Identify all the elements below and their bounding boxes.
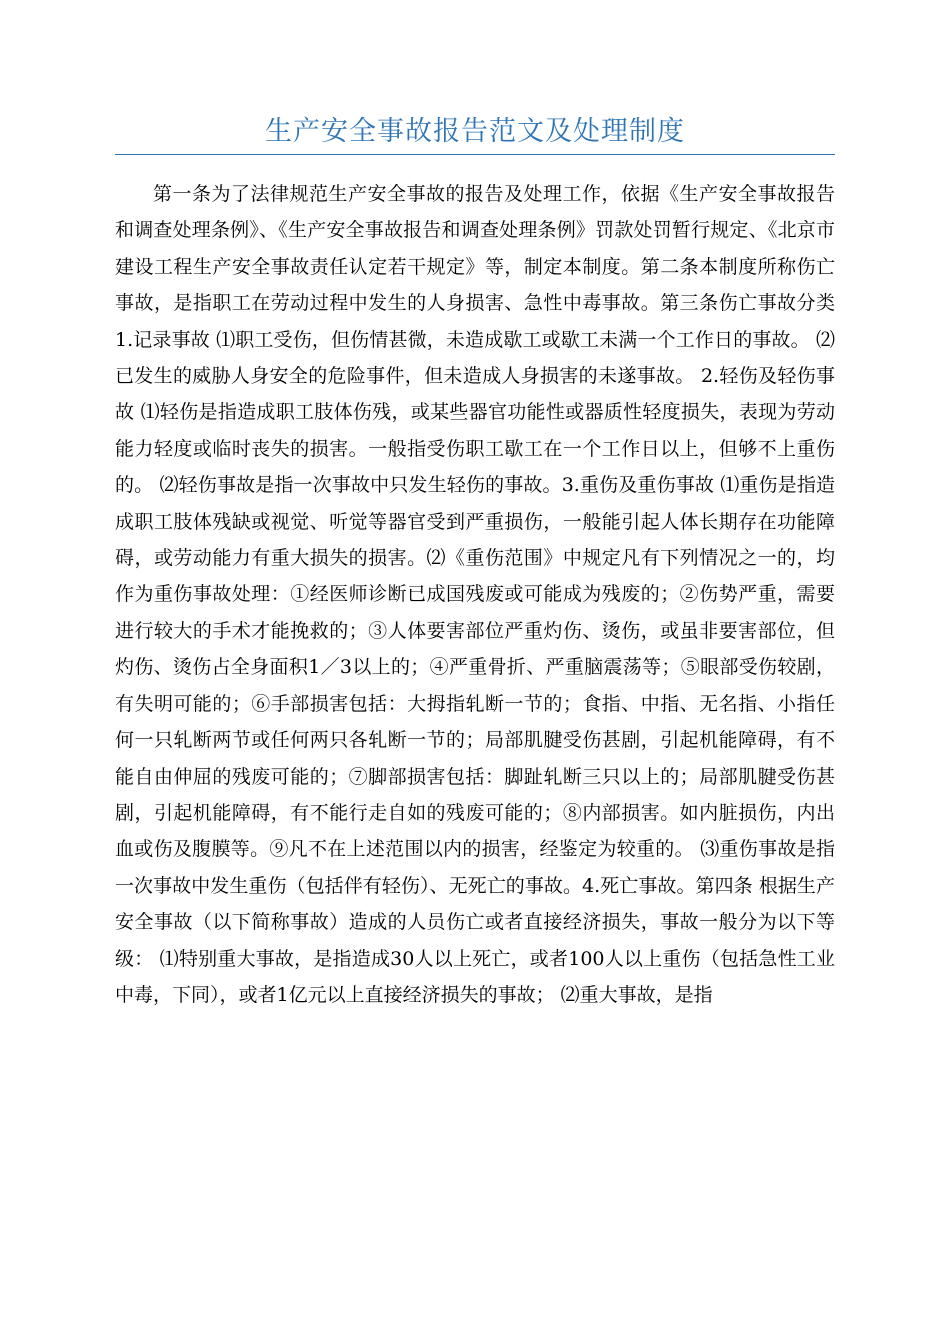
- title-underline: [115, 154, 835, 155]
- document-body: 第一条为了法律规范生产安全事故的报告及处理工作，依据《生产安全事故报告和调查处理条例》、《生产安全事故报告和调查处理条例》罚款处罚暂行规定、《北京市建设工程生产安全事故责任认定若干规定》等，制定本制度。第二条本制度所称伤亡事故，是指职工在劳动过程中发生的人身损害、急性中毒事故。第三条伤亡事故分类 1.记录事故 ⑴职工受伤，但伤情甚微，未造成歇工或歇工未满一个工作日的事故。 ⑵已发生的威胁人身安全的危险事件，但未造成人身损害的未遂事故。 2.轻伤及轻伤事故 ⑴轻伤是指造成职工肢体伤残，或某些器官功能性或器质性轻度损失，表现为劳动能力轻度或临时丧失的损害。一般指受伤职工歇工在一个工作日以上，但够不上重伤的。 ⑵轻伤事故是指一次事故中只发生轻伤的事故。3.重伤及重伤事故 ⑴重伤是指造成职工肢体残缺或视觉、听觉等器官受到严重损伤，一般能引起人体长期存在功能障碍，或劳动能力有重大损失的损害。⑵《重伤范围》中规定凡有下列情况之一的，均作为重伤事故处理：①经医师诊断已成国残废或可能成为残废的；②伤势严重，需要进行较大的手术才能挽救的；③人体要害部位严重灼伤、烫伤，或虽非要害部位，但灼伤、烫伤占全身面积1／3以上的；④严重骨折、严重脑震荡等；⑤眼部受伤较剧，有失明可能的；⑥手部损害包括：大拇指轧断一节的；食指、中指、无名指、小指任何一只轧断两节或任何两只各轧断一节的；局部肌腱受伤甚剧，引起机能障碍，有不能自由伸屈的残废可能的；⑦脚部损害包括：脚趾轧断三只以上的；局部肌腱受伤甚剧，引起机能障碍，有不能行走自如的残废可能的；⑧内部损害。如内脏损伤，内出血或伤及腹膜等。⑨凡不在上述范围以内的损害，经鉴定为较重的。 ⑶重伤事故是指一次事故中发生重伤（包括伴有轻伤）、无死亡的事故。4.死亡事故。第四条 根据生产安全事故（以下简称事故）造成的人员伤亡或者直接经济损失，事故一般分为以下等级： ⑴特别重大事故，是指造成30人以上死亡，或者100人以上重伤（包括急性工业中毒，下同），或者1亿元以上直接经济损失的事故； ⑵重大事故，是指: [115, 183, 835, 1006]
- document-title: 生产安全事故报告范文及处理制度: [265, 116, 685, 147]
